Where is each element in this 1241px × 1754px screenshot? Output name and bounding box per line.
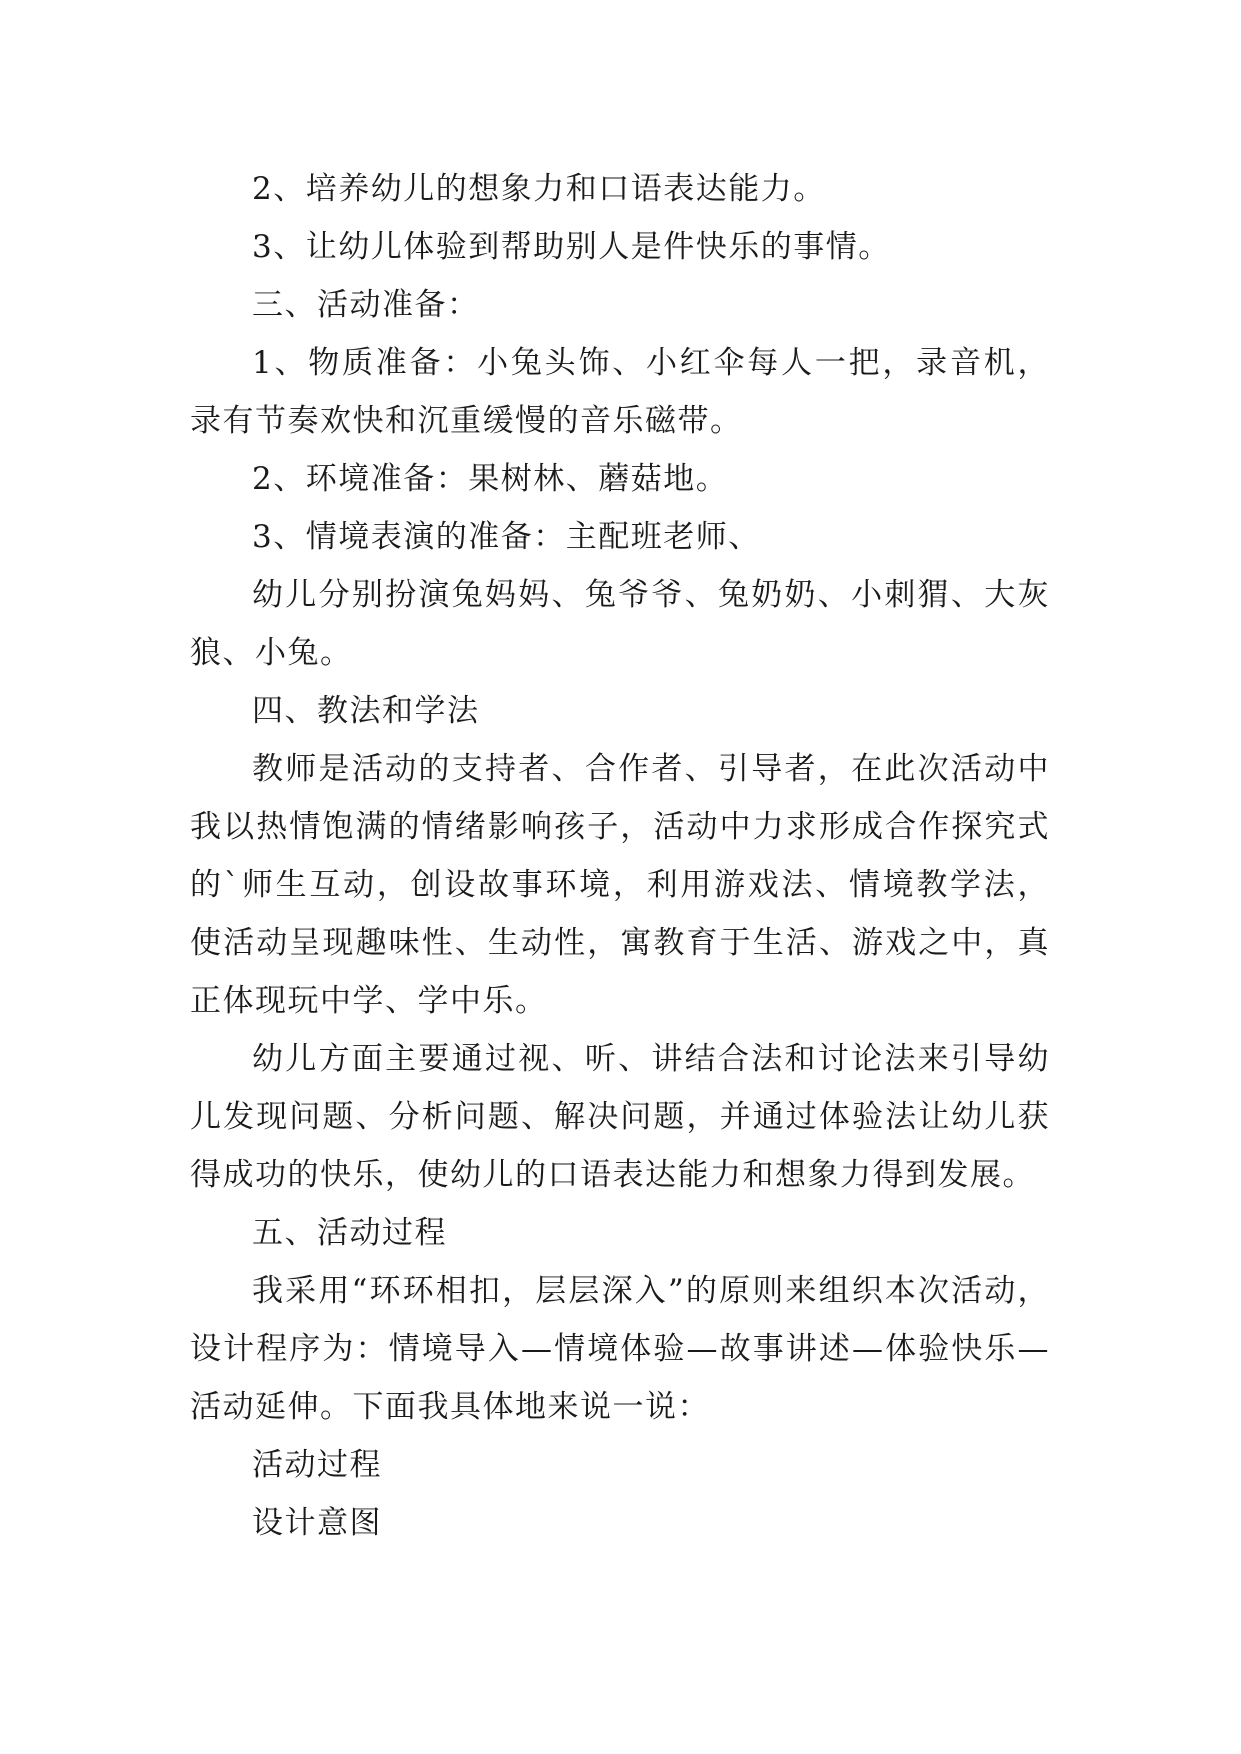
paragraph-roles: 幼儿分别扮演兔妈妈、兔爷爷、兔奶奶、小刺猬、大灰狼、小兔。 [190, 577, 1050, 671]
paragraph-teacher-role: 教师是活动的支持者、合作者、引导者，在此次活动中我以热情饱满的情绪影响孩子，活动中力求形成合作探究式的`师生互动，创设故事环境，利用游戏法、情境教学法，使活动呈现趣味性、生动性，寓教育于生活、游戏之中，真正体现玩中学、学中乐。 [190, 751, 1050, 1019]
label-activity-process: 活动过程 [252, 1447, 382, 1483]
paragraph-performance-preparation: 3、情境表演的准备：主配班老师、 [252, 519, 761, 555]
heading-activity-preparation: 三、活动准备： [252, 287, 480, 323]
label-design-intent: 设计意图 [252, 1505, 382, 1541]
paragraph-process-design: 我采用“环环相扣，层层深入”的原则来组织本次活动，设计程序为：情境导入—情境体验—故事讲述—体验快乐—活动延伸。下面我具体地来说一说： [190, 1273, 1050, 1425]
heading-teaching-methods: 四、教法和学法 [252, 693, 480, 729]
paragraph-child-learning: 幼儿方面主要通过视、听、讲结合法和讨论法来引导幼儿发现问题、分析问题、解决问题，并通过体验法让幼儿获得成功的快乐，使幼儿的口语表达能力和想象力得到发展。 [190, 1041, 1050, 1193]
paragraph-material-preparation: 1、物质准备：小兔头饰、小红伞每人一把，录音机，录有节奏欢快和沉重缓慢的音乐磁带。 [190, 345, 1050, 439]
paragraph-goal-3: 3、让幼儿体验到帮助别人是件快乐的事情。 [252, 229, 891, 265]
document-body [190, 160, 1050, 1552]
paragraph-goal-2: 2、培养幼儿的想象力和口语表达能力。 [252, 171, 826, 207]
heading-activity-process: 五、活动过程 [252, 1215, 447, 1251]
paragraph-environment-preparation: 2、环境准备：果树林、蘑菇地。 [252, 461, 729, 497]
